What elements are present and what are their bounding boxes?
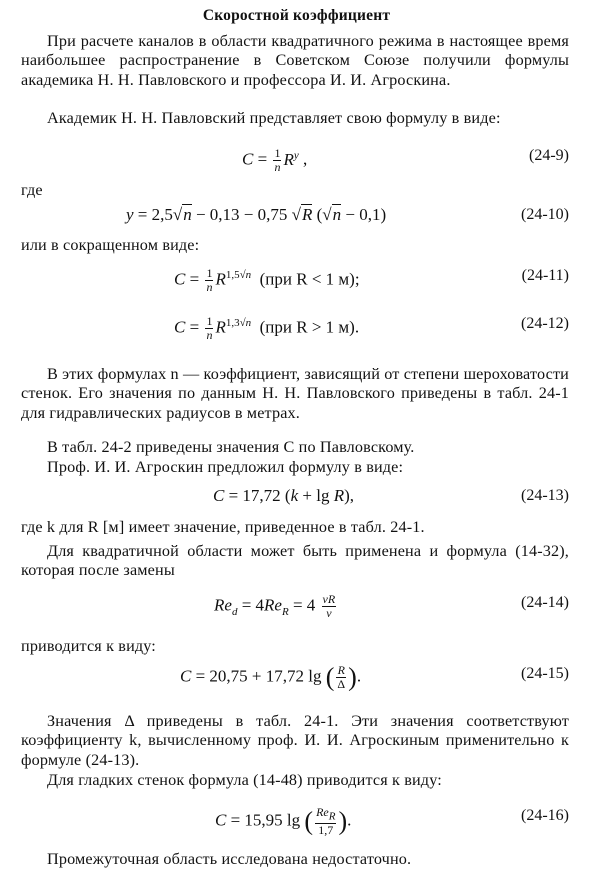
paragraph-reduces-to: приводится к виду: — [21, 637, 156, 655]
equation-24-9 — [0, 146, 593, 180]
section-title: Скоростной коэффициент — [202, 7, 391, 24]
paragraph-coefficient-n: В этих формулах n — коэффициент, зависящий от степени шероховатости стенок. Его значения по данным Н. Н. Павловского приведены в табл. 24-1 для гидравлических радиусов в метрах. — [21, 365, 569, 422]
paragraph-pavlovsky: Академик Н. Н. Павловский представляет свою формулу в виде: — [47, 109, 501, 127]
paragraph-intro: При расчете каналов в области квадратичного режима в настоящее время наибольшее распространение в Советском Союзе получили формулы академика Н. Н. Павловского и профессора И. И. Агроскина. — [21, 32, 569, 89]
equation-number: (24-10) — [521, 206, 569, 223]
equation-number: (24-9) — [529, 147, 569, 164]
paragraph-smooth-walls: Для гладких стенок формула (14-48) приводится к виду: — [47, 771, 442, 789]
paragraph-agroskin: Проф. И. И. Агроскин предложил формулу в виде: — [47, 458, 404, 476]
formula-24-13: C = 17,72 (k + lg R), — [213, 486, 355, 505]
equation-number: (24-13) — [521, 487, 569, 504]
equation-number: (24-16) — [521, 807, 569, 824]
paragraph-k-value: где k для R [м] имеет значение, приведенное в табл. 24-1. — [21, 518, 425, 536]
formula-24-10: y = 2,5√n − 0,13 − 0,75 √R (√n − 0,1) — [126, 205, 387, 224]
equation-24-10 — [0, 205, 593, 239]
equation-24-11 — [0, 266, 593, 300]
paragraph-where: где — [21, 181, 43, 199]
equation-number: (24-15) — [521, 665, 569, 682]
formula-24-14: $Re_d = 4Re_R = 4$ $\frac{vR}{\nu}$ — [214, 592, 336, 620]
equation-24-16 — [0, 806, 593, 840]
formula-24-11: C = $\frac{1}{n}$ $R^{1,5√n}$ (при R < 1 м); — [174, 266, 360, 295]
equation-24-14 — [0, 593, 593, 627]
equation-24-15 — [0, 664, 593, 698]
formula-24-12: C = $\frac{1}{n}$ $R^{1,3√n}$ (при R > 1 м). — [174, 314, 360, 343]
equation-number: (24-14) — [521, 594, 569, 611]
formula-24-9: C = $\frac{1}{n}$ $R^y$ , — [242, 146, 308, 175]
equation-number: (24-12) — [521, 315, 569, 332]
equation-number: (24-11) — [521, 267, 569, 284]
paragraph-table-24-2: В табл. 24-2 приведены значения C по Павловскому. — [47, 438, 415, 456]
condition-24-11: (при R < 1 м); — [259, 269, 360, 289]
formula-24-15: C = 20,75 + 17,72 lg ( $\frac{R}{\Delta}$ ). — [180, 662, 362, 692]
paragraph-delta-values: Значения Δ приведены в табл. 24-1. Эти значения соответствуют коэффициенту k, вычисленному проф. И. И. Агроскиным применительно к формуле (24-13). — [21, 712, 569, 769]
paragraph-short-form: или в сокращенном виде: — [21, 236, 200, 254]
condition-24-12: (при R > 1 м). — [259, 317, 360, 337]
paragraph-intermediate: Промежуточная область исследована недостаточно. — [47, 850, 412, 868]
paragraph-quadratic: Для квадратичной области может быть применена и формула (14-32), которая после замены — [21, 542, 569, 580]
equation-24-13 — [0, 486, 593, 520]
equation-24-12 — [0, 314, 593, 348]
formula-24-16: C = 15,95 lg ( $\frac{Re_R}{1,7}$ ). — [215, 805, 352, 838]
